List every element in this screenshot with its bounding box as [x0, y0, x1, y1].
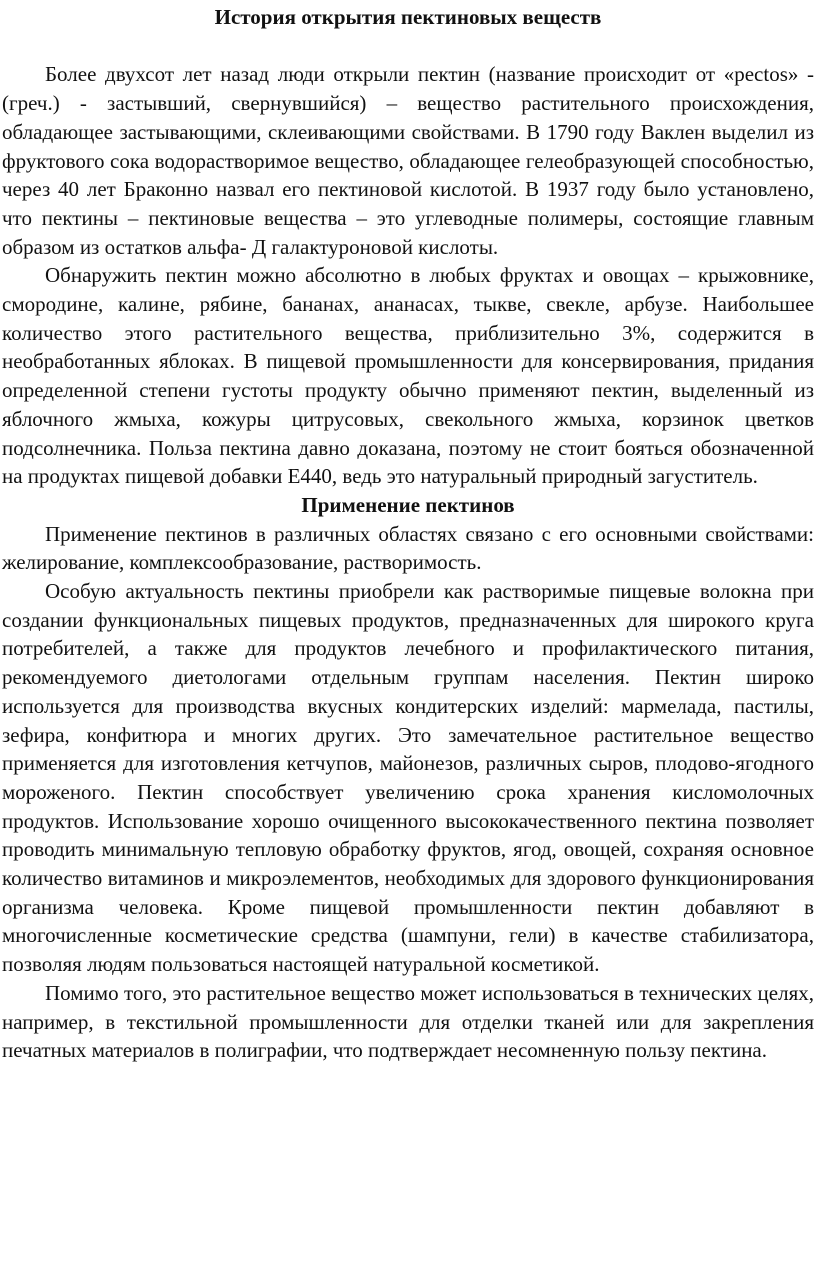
- paragraph-food-industry: Особую актуальность пектины приобрели как растворимые пищевые волокна при создании функциональных пищевых продуктов, предназначенных для широкого круга потребителей, а также для продуктов лечебного и профилактического питания, рекомендуемого диетологами отдельным группам населения. Пектин широко используется для производства вкусных кондитерских изделий: мармелада, пастилы, зефира, конфитюра и многих других. Это замечательное растительное вещество применяется для изготовления кетчупов, майонезов, различных сыров, плодово-ягодного мороженого. Пектин способствует увеличению срока хранения кисломолочных продуктов. Использование хорошо очищенного высококачественного пектина позволяет проводить минимальную тепловую обработку фруктов, ягод, овощей, сохраняя основное количество витаминов и микроэлементов, необходимых для здорового функционирования организма человека. Кроме пищевой промышленности пектин добавляют в многочисленные косметические средства (шампуни, гели) в качестве стабилизатора, позволяя людям пользоваться настоящей натуральной косметикой.: [2, 579, 814, 977]
- section-heading-applications: Применение пектинов: [301, 492, 515, 517]
- paragraph-technical-uses: Помимо того, это растительное вещество может использоваться в технических целях, например, в текстильной промышленности для отделки тканей или для закрепления печатных материалов в полиграфии, что подтверждает несомненную пользу пектина.: [2, 980, 814, 1063]
- paragraph-pectin-sources: Обнаружить пектин можно абсолютно в любых фруктах и овощах – крыжовнике, смородине, калине, рябине, бананах, ананасах, тыкве, свекле, арбузе. Наибольшее количество этого растительного вещества, приблизительно 3%, содержится в необработанных яблоках. В пищевой промышленности для консервирования, придания определенной степени густоты продукту обычно применяют пектин, выделенный из яблочного жмыха, кожуры цитрусовых, свекольного жмыха, корзинок цветков подсолнечника. Польза пектина давно доказана, поэтому не стоит бояться обозначенной на продуктах пищевой добавки Е440, ведь это натуральный природный загуститель.: [2, 263, 814, 489]
- paragraph-applications-properties: Применение пектинов в различных областях связано с его основными свойствами: желирование, комплексообразование, растворимость.: [2, 521, 814, 575]
- document-title: История открытия пектиновых веществ: [214, 5, 602, 29]
- paragraph-history-discovery: Более двухсот лет назад люди открыли пектин (название происходит от «pectos» - (греч.) - застывший, свернувшийся) – вещество растительного происхождения, обладающее застывающими, склеивающими свойствами. В 1790 году Ваклен выделил из фруктового сока водорастворимое вещество, обладающее гелеобразующей способностью, через 40 лет Браконно назвал его пектиновой кислотой. В 1937 году было установлено, что пектины – пектиновые вещества – это углеводные полимеры, состоящие главным образом из остатков альфа- Д галактуроновой кислоты.: [2, 62, 814, 259]
